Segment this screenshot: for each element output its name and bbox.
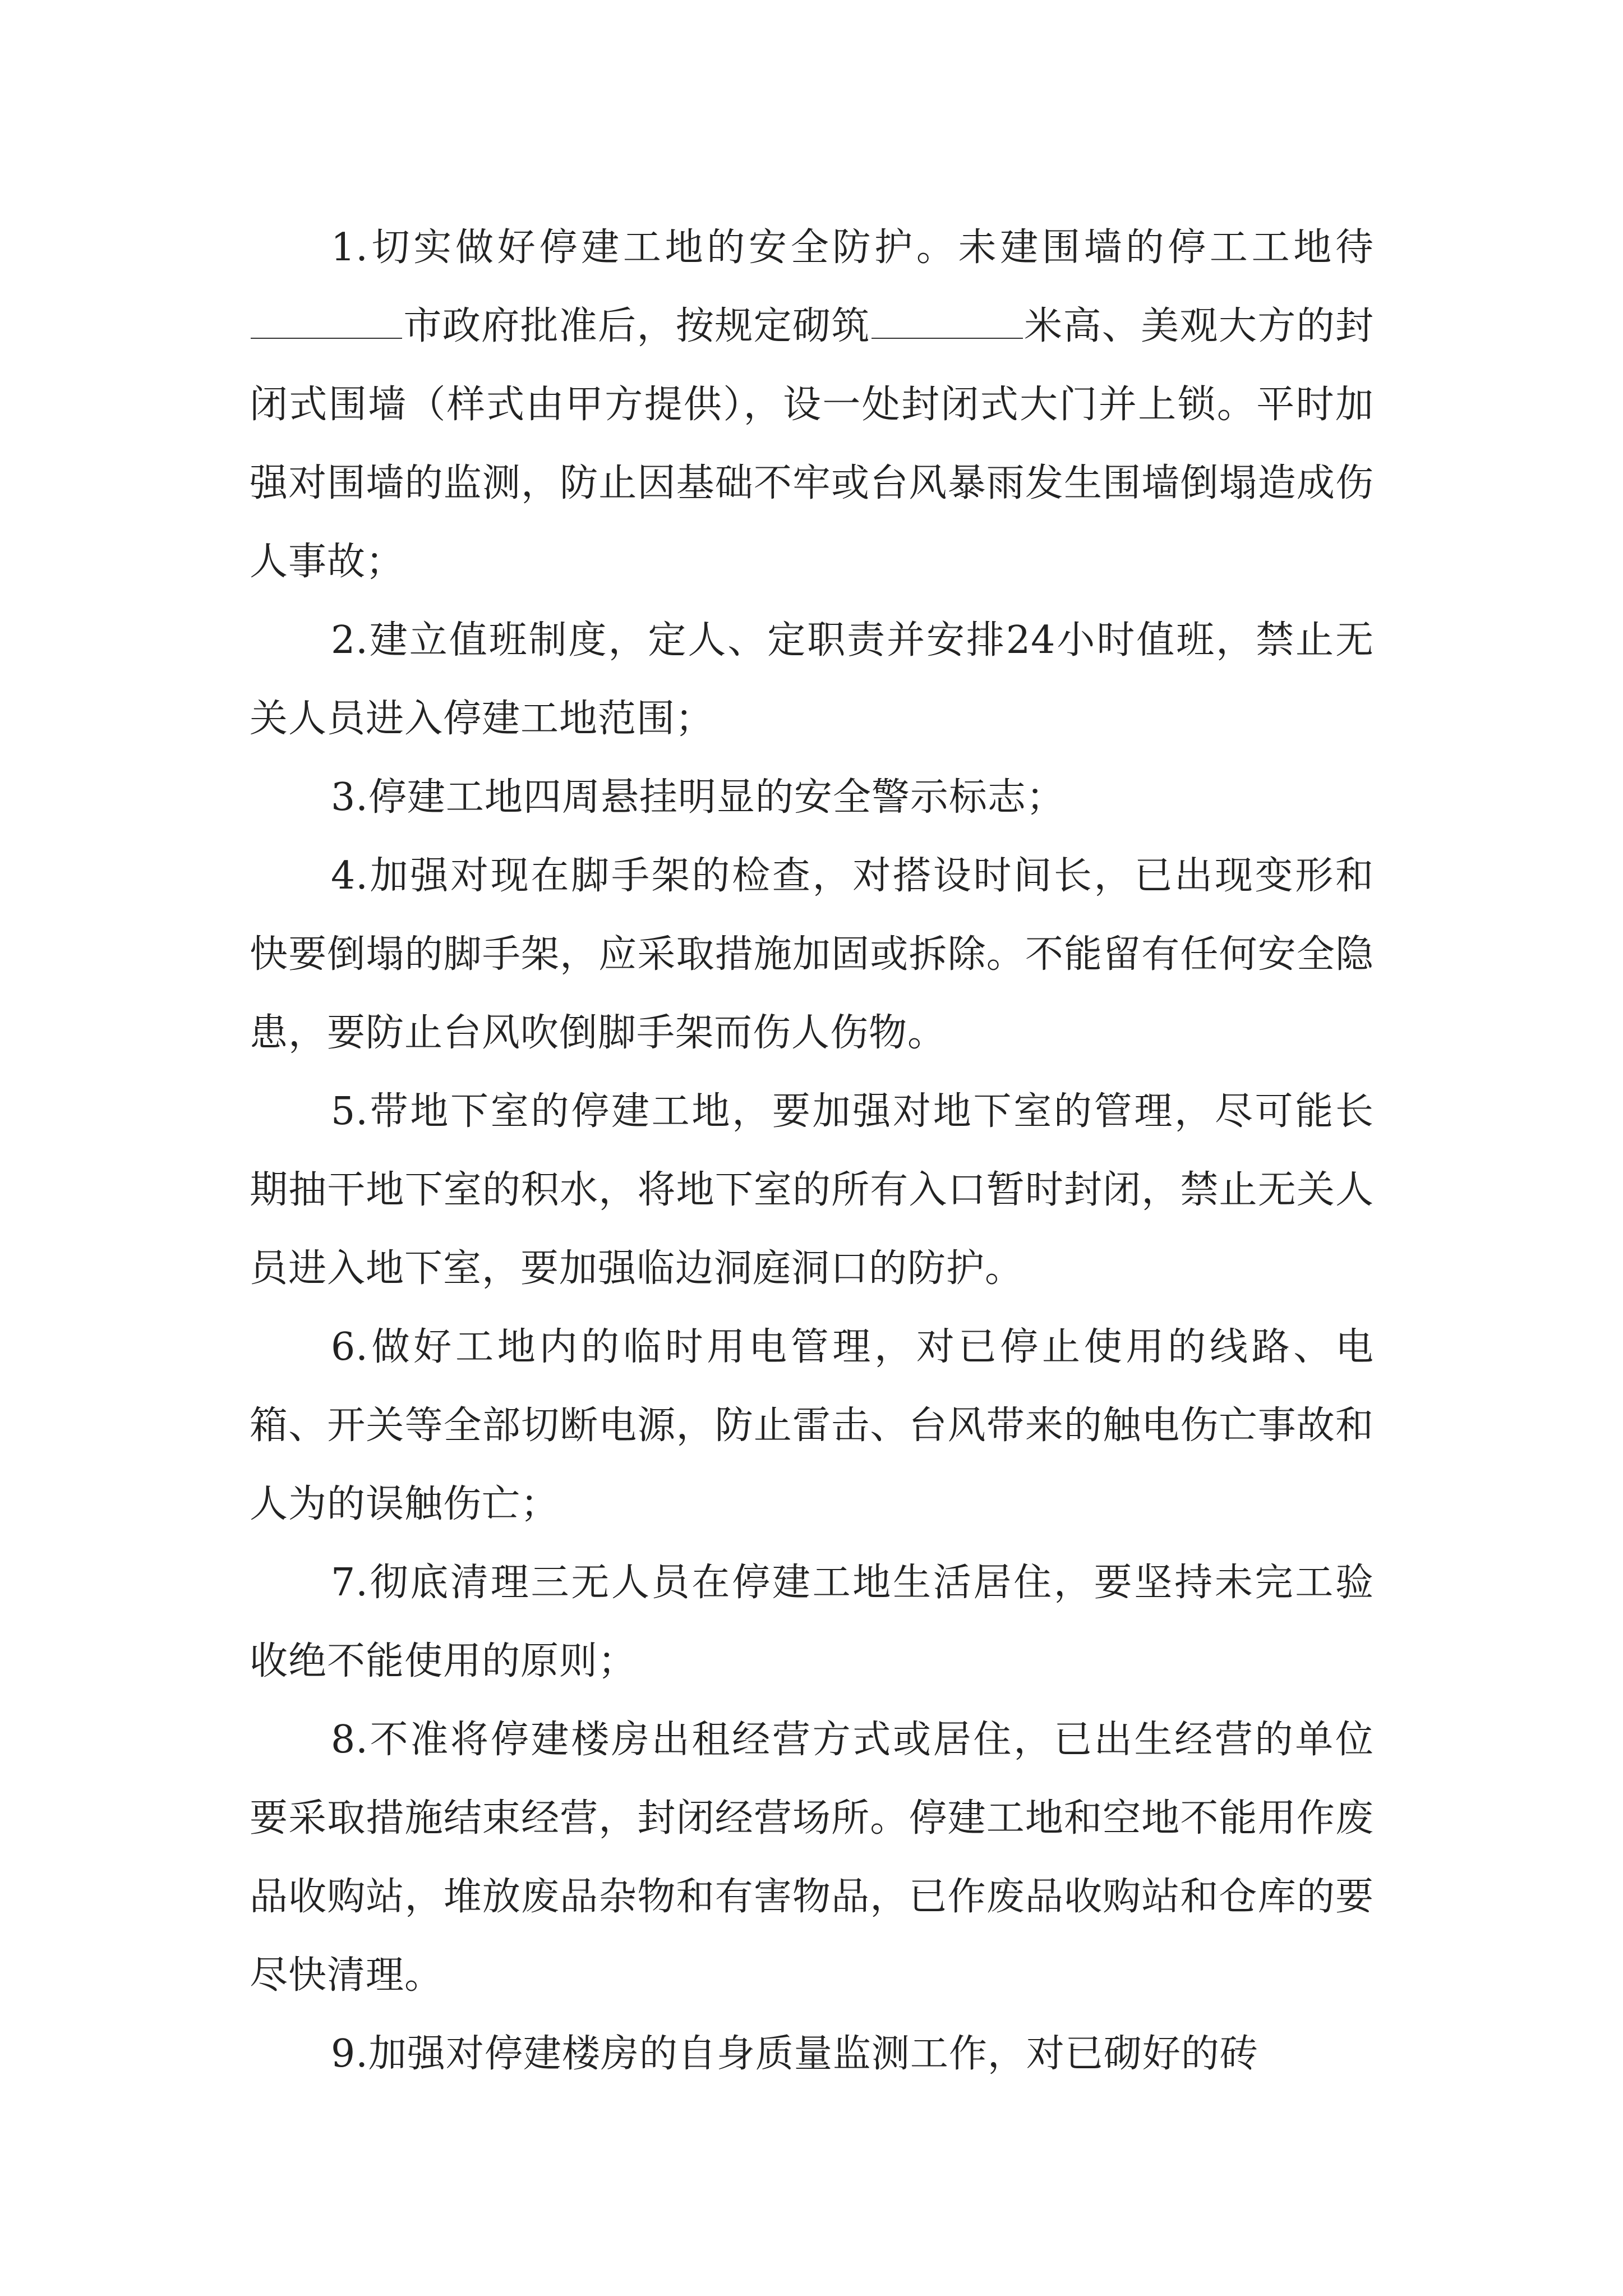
paragraph-5: 5.带地下室的停建工地，要加强对地下室的管理，尽可能长期抽干地下室的积水，将地下室的所有入口暂时封闭，禁止无关人员进入地下室，要加强临边洞庭洞口的防护。 bbox=[250, 1089, 1374, 1291]
paragraph-6: 6.做好工地内的临时用电管理，对已停止使用的线路、电箱、开关等全部切断电源，防止雷击、台风带来的触电伤亡事故和人为的误触伤亡； bbox=[250, 1325, 1374, 1526]
paragraph-4: 4.加强对现在脚手架的检查，对搭设时间长，已出现变形和快要倒塌的脚手架，应采取措施加固或拆除。不能留有任何安全隐患，要防止台风吹倒脚手架而伤人伤物。 bbox=[250, 854, 1374, 1055]
paragraph-7: 7.彻底清理三无人员在停建工地生活居住，要坚持未完工验收绝不能使用的原则； bbox=[250, 1561, 1374, 1683]
fill-in-blank-2 bbox=[872, 304, 1023, 339]
paragraph-8: 8.不准将停建楼房出租经营方式或居住，已出生经营的单位要采取措施结束经营，封闭经营场所。停建工地和空地不能用作废品收购站，堆放废品杂物和有害物品，已作废品收购站和仓库的要尽快清理。 bbox=[250, 1718, 1374, 1998]
paragraph-9: 9.加强对停建楼房的自身质量监测工作，对已砌好的砖 bbox=[331, 2032, 1258, 2076]
paragraph-1 bbox=[250, 209, 1374, 601]
document-body bbox=[250, 209, 1374, 2093]
paragraph-2: 2.建立值班制度，定人、定职责并安排24小时值班，禁止无关人员进入停建工地范围； bbox=[250, 618, 1374, 741]
paragraph-3: 3.停建工地四周悬挂明显的安全警示标志； bbox=[331, 775, 1065, 820]
fill-in-blank-1 bbox=[251, 304, 402, 339]
paragraph-1-text-b: 市政府批准后，按规定砌筑 bbox=[403, 304, 870, 348]
paragraph-1-text-c: 米高、美观大方的封闭式围墙（样式由甲方提供），设一处封闭式大门并上锁。平时加强对围墙的监测，防止因基础不牢或台风暴雨发生围墙倒塌造成伤人事故； bbox=[250, 304, 1374, 584]
paragraph-1-text-a: 1.切实做好停建工地的安全防护。未建围墙的停工工地待 bbox=[331, 226, 1374, 270]
